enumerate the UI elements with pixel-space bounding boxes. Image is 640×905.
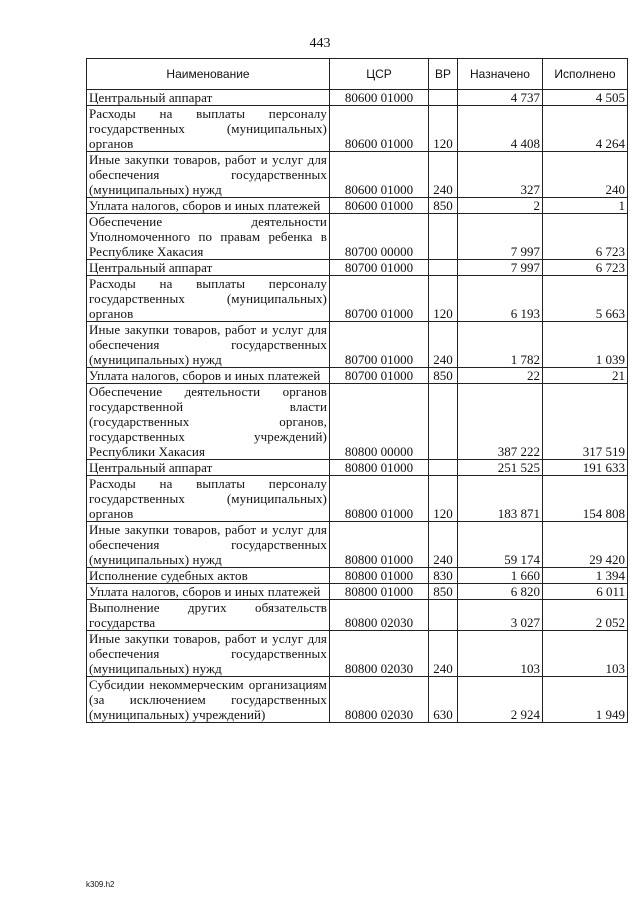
row-assigned: 327 bbox=[458, 152, 543, 198]
row-name: Иные закупки товаров, работ и услуг для обеспечения государственных (муниципальных) нужд bbox=[87, 322, 330, 368]
row-name: Обеспечение деятельности Уполномоченного по правам ребенка в Республике Хакасия bbox=[87, 214, 330, 260]
row-name: Центральный аппарат bbox=[87, 260, 330, 276]
row-name: Уплата налогов, сборов и иных платежей bbox=[87, 368, 330, 384]
row-assigned: 1 782 bbox=[458, 322, 543, 368]
row-csr: 80700 01000 bbox=[330, 276, 429, 322]
row-csr: 80700 01000 bbox=[330, 260, 429, 276]
row-assigned: 1 660 bbox=[458, 568, 543, 584]
row-executed: 6 011 bbox=[543, 584, 628, 600]
table-row bbox=[87, 460, 628, 476]
row-executed: 6 723 bbox=[543, 214, 628, 260]
row-csr: 80800 01000 bbox=[330, 584, 429, 600]
row-assigned: 103 bbox=[458, 631, 543, 677]
row-executed: 2 052 bbox=[543, 600, 628, 631]
row-csr: 80600 01000 bbox=[330, 198, 429, 214]
row-assigned: 387 222 bbox=[458, 384, 543, 460]
row-csr: 80800 01000 bbox=[330, 460, 429, 476]
table-row bbox=[87, 522, 628, 568]
table-row bbox=[87, 677, 628, 723]
table-row bbox=[87, 106, 628, 152]
row-assigned: 2 bbox=[458, 198, 543, 214]
table-row bbox=[87, 584, 628, 600]
table-row bbox=[87, 322, 628, 368]
row-assigned: 7 997 bbox=[458, 214, 543, 260]
row-vr: 830 bbox=[429, 568, 458, 584]
row-executed: 4 264 bbox=[543, 106, 628, 152]
row-vr: 240 bbox=[429, 522, 458, 568]
table-row bbox=[87, 198, 628, 214]
row-csr: 80700 01000 bbox=[330, 368, 429, 384]
row-name: Уплата налогов, сборов и иных платежей bbox=[87, 584, 330, 600]
row-executed: 1 949 bbox=[543, 677, 628, 723]
row-csr: 80600 01000 bbox=[330, 90, 429, 106]
row-executed: 1 039 bbox=[543, 322, 628, 368]
table-row bbox=[87, 276, 628, 322]
row-assigned: 6 193 bbox=[458, 276, 543, 322]
row-name: Субсидии некоммерческим организациям (за исключением государственных (муниципальных) учреждений) bbox=[87, 677, 330, 723]
row-executed: 1 bbox=[543, 198, 628, 214]
row-vr: 630 bbox=[429, 677, 458, 723]
header-name: Наименование bbox=[87, 59, 330, 90]
table-row bbox=[87, 368, 628, 384]
row-assigned: 6 820 bbox=[458, 584, 543, 600]
row-csr: 80700 00000 bbox=[330, 214, 429, 260]
row-name: Исполнение судебных актов bbox=[87, 568, 330, 584]
row-csr: 80600 01000 bbox=[330, 152, 429, 198]
row-assigned: 22 bbox=[458, 368, 543, 384]
row-vr: 120 bbox=[429, 476, 458, 522]
row-name: Иные закупки товаров, работ и услуг для обеспечения государственных (муниципальных) нужд bbox=[87, 522, 330, 568]
table-row bbox=[87, 476, 628, 522]
table-row bbox=[87, 152, 628, 198]
row-executed: 29 420 bbox=[543, 522, 628, 568]
row-executed: 4 505 bbox=[543, 90, 628, 106]
row-vr: 850 bbox=[429, 368, 458, 384]
table-row bbox=[87, 90, 628, 106]
budget-table bbox=[86, 58, 628, 723]
row-assigned: 4 737 bbox=[458, 90, 543, 106]
row-assigned: 59 174 bbox=[458, 522, 543, 568]
row-executed: 1 394 bbox=[543, 568, 628, 584]
row-vr: 850 bbox=[429, 198, 458, 214]
row-name: Уплата налогов, сборов и иных платежей bbox=[87, 198, 330, 214]
header-assigned: Назначено bbox=[458, 59, 543, 90]
table-row bbox=[87, 600, 628, 631]
row-executed: 21 bbox=[543, 368, 628, 384]
row-name: Обеспечение деятельности органов государственной власти (государственных органов, государственных учреждений) Республики Хакасия bbox=[87, 384, 330, 460]
header-executed: Исполнено bbox=[543, 59, 628, 90]
table-row bbox=[87, 631, 628, 677]
row-assigned: 251 525 bbox=[458, 460, 543, 476]
row-executed: 191 633 bbox=[543, 460, 628, 476]
row-csr: 80800 01000 bbox=[330, 568, 429, 584]
row-assigned: 7 997 bbox=[458, 260, 543, 276]
row-executed: 240 bbox=[543, 152, 628, 198]
row-executed: 5 663 bbox=[543, 276, 628, 322]
row-vr bbox=[429, 460, 458, 476]
row-assigned: 4 408 bbox=[458, 106, 543, 152]
row-csr: 80600 01000 bbox=[330, 106, 429, 152]
row-executed: 6 723 bbox=[543, 260, 628, 276]
row-vr bbox=[429, 260, 458, 276]
row-name: Иные закупки товаров, работ и услуг для обеспечения государственных (муниципальных) нужд bbox=[87, 631, 330, 677]
row-vr: 120 bbox=[429, 276, 458, 322]
table-row bbox=[87, 568, 628, 584]
row-csr: 80800 01000 bbox=[330, 476, 429, 522]
row-name: Центральный аппарат bbox=[87, 90, 330, 106]
row-executed: 103 bbox=[543, 631, 628, 677]
row-name: Расходы на выплаты персоналу государственных (муниципальных) органов bbox=[87, 476, 330, 522]
row-csr: 80700 01000 bbox=[330, 322, 429, 368]
header-vr: ВР bbox=[429, 59, 458, 90]
header-csr: ЦСР bbox=[330, 59, 429, 90]
row-vr bbox=[429, 384, 458, 460]
row-name: Иные закупки товаров, работ и услуг для обеспечения государственных (муниципальных) нужд bbox=[87, 152, 330, 198]
table-row bbox=[87, 384, 628, 460]
row-vr: 240 bbox=[429, 631, 458, 677]
row-name: Выполнение других обязательств государства bbox=[87, 600, 330, 631]
row-assigned: 3 027 bbox=[458, 600, 543, 631]
row-vr: 120 bbox=[429, 106, 458, 152]
row-csr: 80800 02030 bbox=[330, 677, 429, 723]
table-row bbox=[87, 260, 628, 276]
row-vr: 240 bbox=[429, 322, 458, 368]
row-assigned: 183 871 bbox=[458, 476, 543, 522]
table-header-row bbox=[87, 59, 628, 90]
row-vr bbox=[429, 90, 458, 106]
row-executed: 317 519 bbox=[543, 384, 628, 460]
row-name: Центральный аппарат bbox=[87, 460, 330, 476]
page-number: 443 bbox=[309, 36, 331, 51]
row-csr: 80800 02030 bbox=[330, 631, 429, 677]
row-csr: 80800 01000 bbox=[330, 522, 429, 568]
table-row bbox=[87, 214, 628, 260]
row-name: Расходы на выплаты персоналу государственных (муниципальных) органов bbox=[87, 276, 330, 322]
footer-code: k309.h2 bbox=[86, 880, 115, 889]
row-name: Расходы на выплаты персоналу государственных (муниципальных) органов bbox=[87, 106, 330, 152]
row-vr: 850 bbox=[429, 584, 458, 600]
row-csr: 80800 02030 bbox=[330, 600, 429, 631]
row-vr: 240 bbox=[429, 152, 458, 198]
row-csr: 80800 00000 bbox=[330, 384, 429, 460]
row-vr bbox=[429, 214, 458, 260]
row-executed: 154 808 bbox=[543, 476, 628, 522]
row-assigned: 2 924 bbox=[458, 677, 543, 723]
row-vr bbox=[429, 600, 458, 631]
